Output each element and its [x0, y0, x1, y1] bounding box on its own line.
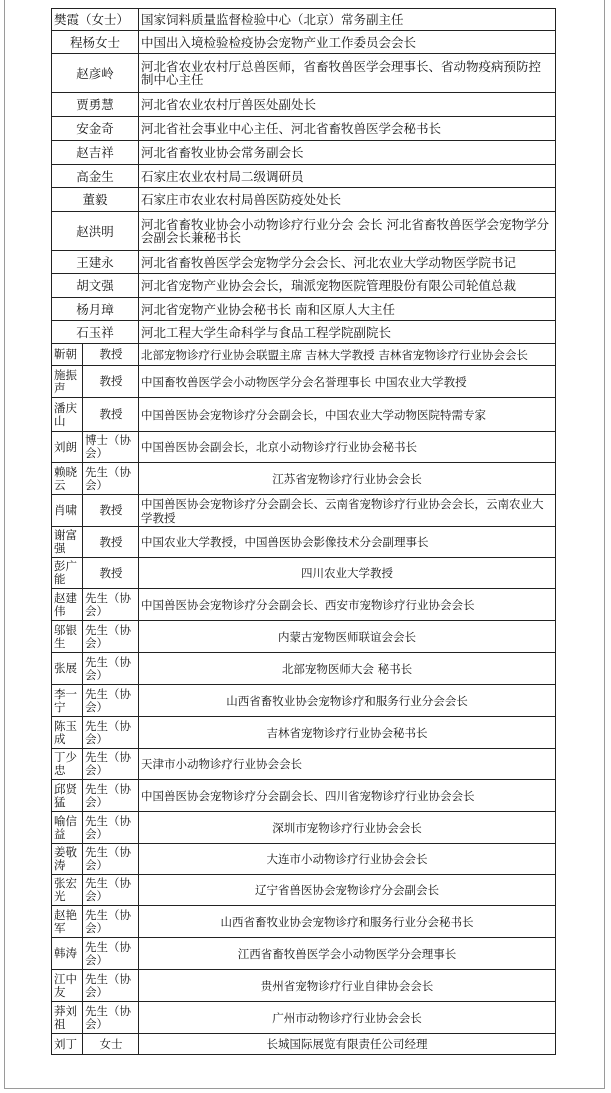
table-row: [52, 812, 556, 844]
person-name: 赵彦岭: [52, 54, 139, 93]
table-row: [52, 432, 556, 463]
table-row: [52, 906, 556, 938]
table-row: [52, 141, 556, 165]
person-description: 中国兽医协会宠物诊疗分会副会长、云南省宠物诊疗行业协会会长，云南农业大学教授: [139, 495, 556, 527]
person-name: 赵艳军: [52, 906, 83, 938]
person-description: 河北省宠物产业协会会长，瑞派宠物医院管理股份有限公司轮值总裁: [139, 274, 556, 298]
person-description: 河北省畜牧业协会常务副会长: [139, 141, 556, 165]
person-name: 高金生: [52, 165, 139, 188]
person-title: 教授: [83, 344, 139, 366]
table-row: [52, 321, 556, 344]
person-name: 胡文强: [52, 274, 139, 298]
person-title: 先生（协会）: [83, 780, 139, 812]
table-row: [52, 9, 556, 31]
person-description: 辽宁省兽医协会宠物诊疗分会副会长: [139, 875, 556, 906]
person-description: 中国兽医协会宠物诊疗分会副会长、西安市宠物诊疗行业协会会长: [139, 589, 556, 621]
person-name: 刘丁: [52, 1034, 83, 1055]
table-row: [52, 938, 556, 970]
table-row: [52, 495, 556, 527]
person-title: 先生（协会）: [83, 463, 139, 495]
table-row: [52, 366, 556, 398]
person-description: 北部宠物诊疗行业协会联盟主席 吉林大学教授 吉林省宠物诊疗行业协会会长: [139, 344, 556, 366]
table-row: [52, 398, 556, 432]
table-row: [52, 653, 556, 685]
person-description: 深圳市宠物诊疗行业协会会长: [139, 812, 556, 844]
person-description: 长城国际展览有限责任公司经理: [139, 1034, 556, 1055]
person-name: 赵洪明: [52, 212, 139, 251]
table-row: [52, 844, 556, 875]
table-row: [52, 212, 556, 251]
person-title: 先生（协会）: [83, 875, 139, 906]
person-name: 邬银生: [52, 621, 83, 653]
table-row: [52, 298, 556, 321]
person-description: 山西省畜牧业协会宠物诊疗和服务行业分会会长: [139, 685, 556, 717]
person-description: 江苏省宠物诊疗行业协会会长: [139, 463, 556, 495]
person-title: 教授: [83, 495, 139, 527]
table-row: [52, 1034, 556, 1055]
person-title: 先生（协会）: [83, 749, 139, 780]
person-title: 先生（协会）: [83, 938, 139, 970]
person-description: 中国农业大学教授，中国兽医协会影像技术分会副理事长: [139, 527, 556, 558]
person-name: 谢富强: [52, 527, 83, 558]
person-name: 杨月璋: [52, 298, 139, 321]
person-title: 先生（协会）: [83, 621, 139, 653]
person-name: 丁少忠: [52, 749, 83, 780]
person-name: 姜敬涛: [52, 844, 83, 875]
person-name: 樊霞（女士）: [52, 9, 139, 31]
person-name: 刘朗: [52, 432, 83, 463]
person-name: 邱贤猛: [52, 780, 83, 812]
person-title: 先生（协会）: [83, 685, 139, 717]
person-description: 河北省畜牧业协会小动物诊疗行业分会 会长 河北省畜牧兽医学会宠物学分会副会长兼秘书长: [139, 212, 556, 251]
person-name: 潘庆山: [52, 398, 83, 432]
person-description: 河北省畜牧兽医学会宠物学分会会长、河北农业大学动物医学院书记: [139, 251, 556, 274]
person-description: 贵州省宠物诊疗行业自律协会会长: [139, 970, 556, 1002]
person-description: 大连市小动物诊疗行业协会会长: [139, 844, 556, 875]
person-description: 河北工程大学生命科学与食品工程学院副院长: [139, 321, 556, 344]
person-description: 河北省农业农村厅兽医处副处长: [139, 93, 556, 117]
person-description: 河北省宠物产业协会秘书长 南和区原人大主任: [139, 298, 556, 321]
person-description: 河北省社会事业中心主任、河北省畜牧兽医学会秘书长: [139, 117, 556, 141]
person-description: 山西省畜牧业协会宠物诊疗和服务行业分会秘书长: [139, 906, 556, 938]
person-name: 赵建伟: [52, 589, 83, 621]
person-title: 先生（协会）: [83, 653, 139, 685]
table-row: [52, 527, 556, 558]
person-name: 张宏光: [52, 875, 83, 906]
person-name: 王建永: [52, 251, 139, 274]
person-name: 喻信益: [52, 812, 83, 844]
person-description: 中国兽医协会宠物诊疗分会副会长，中国农业大学动物医院特需专家: [139, 398, 556, 432]
table-row: [52, 780, 556, 812]
table-row: [52, 749, 556, 780]
person-description: 内蒙古宠物医师联谊会会长: [139, 621, 556, 653]
person-name: 董毅: [52, 188, 139, 212]
table-row: [52, 589, 556, 621]
person-title: 先生（协会）: [83, 970, 139, 1002]
table-row: [52, 117, 556, 141]
person-name: 彭广能: [52, 558, 83, 589]
person-description: 江西省畜牧兽医学会小动物医学分会理事长: [139, 938, 556, 970]
person-name: 陈玉成: [52, 717, 83, 749]
person-title: 先生（协会）: [83, 717, 139, 749]
guest-list-table: [51, 8, 556, 1055]
table-row: [52, 188, 556, 212]
person-title: 先生（协会）: [83, 1002, 139, 1034]
person-name: 靳朝: [52, 344, 83, 366]
table-row: [52, 251, 556, 274]
table-row: [52, 463, 556, 495]
table-row: [52, 875, 556, 906]
person-description: 北部宠物医师大会 秘书长: [139, 653, 556, 685]
person-description: 中国出入境检验检疫协会宠物产业工作委员会会长: [139, 31, 556, 54]
person-name: 贾勇慧: [52, 93, 139, 117]
person-description: 四川农业大学教授: [139, 558, 556, 589]
person-name: 赵吉祥: [52, 141, 139, 165]
person-name: 江中友: [52, 970, 83, 1002]
person-title: 博士（协会）: [83, 432, 139, 463]
person-name: 肖啸: [52, 495, 83, 527]
table-row: [52, 558, 556, 589]
table-row: [52, 54, 556, 93]
table-row: [52, 717, 556, 749]
person-title: 教授: [83, 527, 139, 558]
person-name: 安金奇: [52, 117, 139, 141]
table-row: [52, 621, 556, 653]
person-title: 女士: [83, 1034, 139, 1055]
person-title: 先生（协会）: [83, 812, 139, 844]
person-description: 石家庄农业农村局二级调研员: [139, 165, 556, 188]
table-row: [52, 685, 556, 717]
table-row: [52, 1002, 556, 1034]
person-name: 赖晓云: [52, 463, 83, 495]
person-description: 国家饲料质量监督检验中心（北京）常务副主任: [139, 9, 556, 31]
person-description: 中国畜牧兽医学会小动物医学分会名誉理事长 中国农业大学教授: [139, 366, 556, 398]
person-description: 天津市小动物诊疗行业协会会长: [139, 749, 556, 780]
person-title: 先生（协会）: [83, 589, 139, 621]
table-row: [52, 31, 556, 54]
person-name: 李一宁: [52, 685, 83, 717]
person-title: 先生（协会）: [83, 844, 139, 875]
person-description: 广州市动物诊疗行业协会会长: [139, 1002, 556, 1034]
person-name: 张展: [52, 653, 83, 685]
person-title: 教授: [83, 558, 139, 589]
person-name: 韩涛: [52, 938, 83, 970]
person-title: 教授: [83, 398, 139, 432]
person-description: 石家庄市农业农村局兽医防疫处处长: [139, 188, 556, 212]
table-row: [52, 970, 556, 1002]
person-name: 石玉祥: [52, 321, 139, 344]
person-description: 中国兽医协会宠物诊疗分会副会长、四川省宠物诊疗行业协会会长: [139, 780, 556, 812]
person-description: 吉林省宠物诊疗行业协会秘书长: [139, 717, 556, 749]
person-description: 中国兽医协会副会长，北京小动物诊疗行业协会秘书长: [139, 432, 556, 463]
table-row: [52, 93, 556, 117]
person-title: 教授: [83, 366, 139, 398]
person-description: 河北省农业农村厅总兽医师，省畜牧兽医学会理事长、省动物疫病预防控制中心主任: [139, 54, 556, 93]
person-name: 莽刘祖: [52, 1002, 83, 1034]
table-row: [52, 274, 556, 298]
person-title: 先生（协会）: [83, 906, 139, 938]
table-row: [52, 344, 556, 366]
person-name: 施振声: [52, 366, 83, 398]
person-name: 程杨女士: [52, 31, 139, 54]
table-row: [52, 165, 556, 188]
